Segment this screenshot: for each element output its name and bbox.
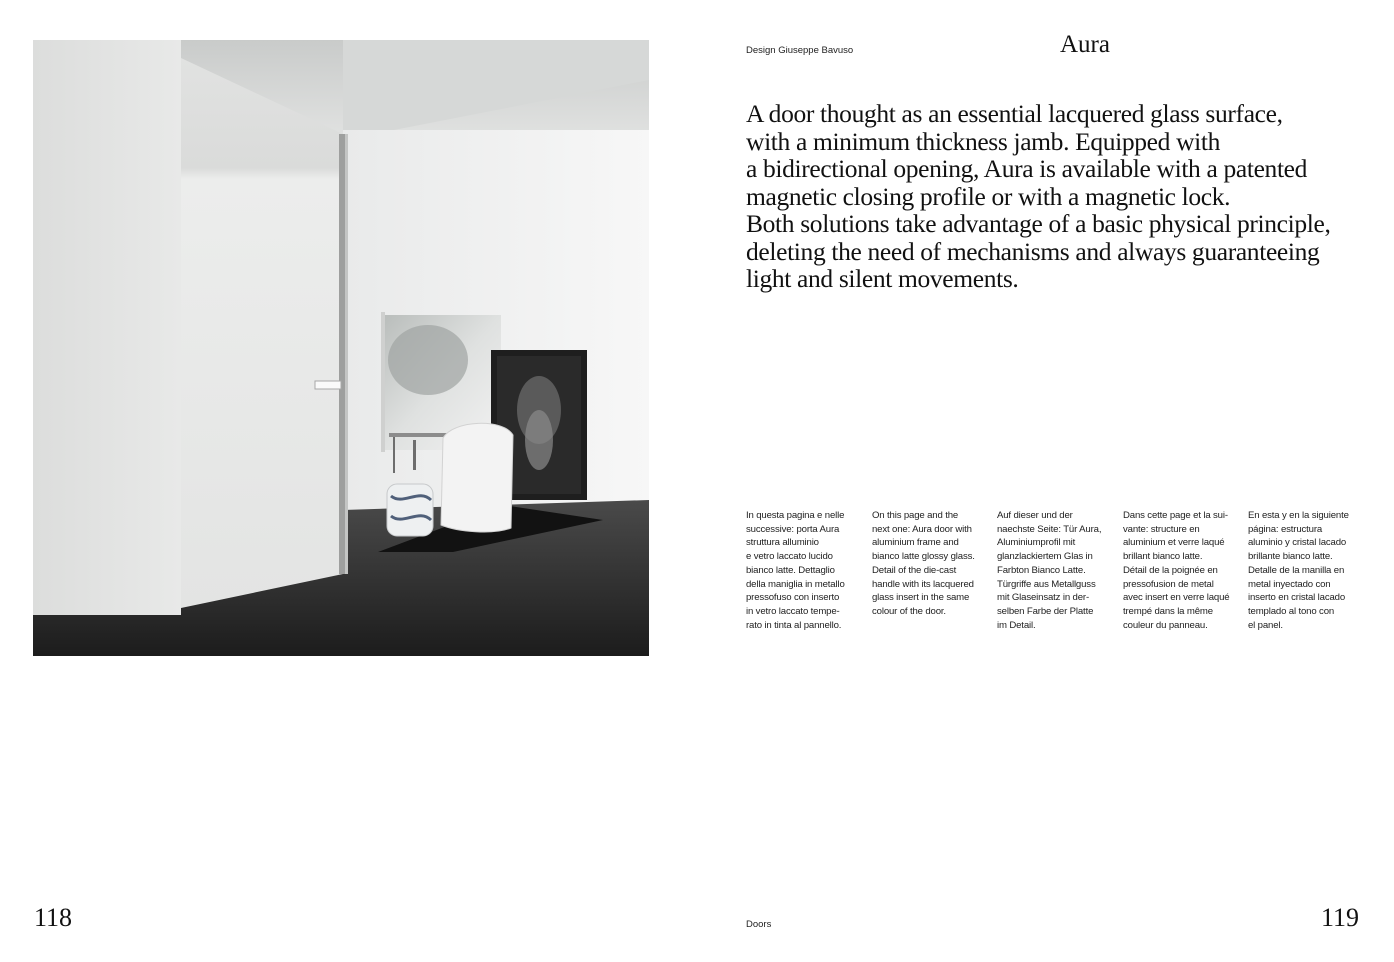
lead-line: with a minimum thickness jamb. Equipped with (746, 126, 1221, 156)
caption-italian (746, 509, 864, 632)
caption-line: En esta y en la siguiente (1248, 510, 1349, 521)
caption-line: pressofusion de metal (1123, 578, 1214, 590)
caption-line: bianco latte. Dettaglio (746, 564, 835, 576)
caption-line: glanzlackiertem Glas in (997, 551, 1093, 563)
lead-line: Both solutions take advantage of a basic physical principle, (746, 209, 1331, 238)
lead-line: a bidirectional opening, Aura is available with a patented (746, 154, 1308, 183)
caption-line: In questa pagina e nelle (746, 510, 845, 521)
caption-line: aluminio y cristal lacado (1248, 537, 1347, 549)
caption-line: bianco latte glossy glass. (872, 551, 975, 563)
lead-line: A door thought as an essential lacquered glass surface, (746, 99, 1283, 128)
section-label: Doors (746, 919, 772, 930)
caption-french (1123, 509, 1241, 632)
caption-line: metal inyectado con (1248, 578, 1331, 590)
lead-paragraph (746, 100, 1386, 293)
caption-line: handle with its lacquered (872, 578, 974, 590)
product-title: Aura (1060, 31, 1110, 58)
caption-line: aluminium frame and (872, 537, 959, 549)
caption-line: página: estructura (1248, 523, 1323, 535)
caption-line: pressofuso con inserto (746, 592, 840, 604)
caption-line: Dans cette page et la sui- (1123, 510, 1228, 521)
lead-line: light and silent movements. (746, 264, 1019, 293)
caption-line: Detail of the die-cast (872, 564, 957, 576)
page-number-left: 118 (34, 903, 73, 932)
caption-line: naechste Seite: Tür Aura, (997, 523, 1102, 535)
lead-line: deleting the need of mechanisms and always guaranteeing (746, 236, 1320, 266)
caption-line: Detalle de la manilla en (1248, 564, 1345, 576)
designer-credit: Design Giuseppe Bavuso (746, 45, 854, 56)
caption-line: vante: structure en (1123, 523, 1200, 535)
caption-line: della maniglia in metallo (746, 578, 845, 590)
caption-line: On this page and the (872, 510, 959, 521)
caption-line: mit Glaseinsatz in der- (997, 592, 1089, 604)
caption-line: colour of the door. (872, 605, 946, 617)
caption-line: Détail de la poignée en (1123, 564, 1218, 576)
caption-line: Türgriffe aus Metallguss (997, 578, 1096, 590)
caption-line: successive: porta Aura (746, 523, 840, 535)
caption-line: couleur du panneau. (1123, 619, 1208, 631)
caption-line: templado al tono con (1248, 605, 1335, 617)
caption-line: e vetro laccato lucido (746, 551, 833, 563)
caption-english (872, 509, 990, 619)
caption-line: brillant bianco latte. (1123, 551, 1203, 563)
caption-line: brillante bianco latte. (1248, 551, 1333, 563)
caption-line: inserto en cristal lacado (1248, 592, 1346, 604)
caption-line: selben Farbe der Platte (997, 605, 1094, 617)
caption-line: glass insert in the same (872, 592, 970, 604)
caption-line: avec insert en verre laqué (1123, 592, 1230, 604)
caption-line: Aluminiumprofil mit (997, 537, 1076, 549)
caption-line: Auf dieser und der (997, 510, 1073, 521)
caption-line: next one: Aura door with (872, 523, 972, 535)
page-number-right: 119 (1321, 903, 1360, 932)
caption-line: Farbton Bianco Latte. (997, 564, 1086, 576)
caption-spanish (1248, 509, 1366, 632)
caption-line: el panel. (1248, 619, 1283, 631)
caption-german (997, 509, 1115, 632)
caption-line: trempé dans la même (1123, 605, 1213, 617)
caption-line: im Detail. (997, 619, 1036, 631)
interior-photo (33, 40, 649, 656)
lead-line: magnetic closing profile or with a magnetic lock. (746, 181, 1231, 211)
caption-line: rato in tinta al pannello. (746, 619, 842, 631)
caption-line: struttura alluminio (746, 537, 819, 549)
caption-line: in vetro laccato tempe- (746, 605, 840, 617)
caption-line: aluminium et verre laqué (1123, 537, 1225, 549)
